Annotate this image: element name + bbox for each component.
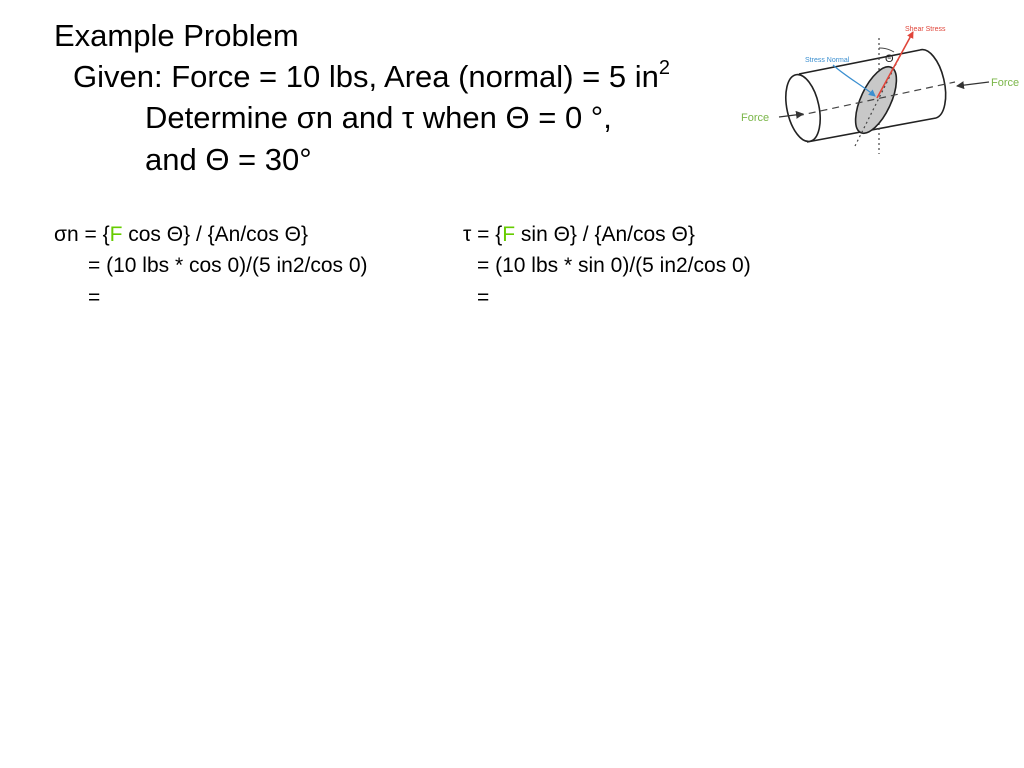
stress-normal-label: Stress Normal [805, 57, 850, 64]
shear-stress-prefix: τ = { [463, 223, 503, 246]
given-text: Given: Force = 10 lbs, Area (normal) = 5 in [73, 59, 659, 94]
shear-stress-formula [463, 222, 695, 248]
right-force-label: Force [991, 77, 1020, 89]
theta-arc [879, 48, 894, 52]
shear-stress-suffix: sin Θ} / {An/cos Θ} [515, 223, 695, 246]
left-force-label: Force [741, 112, 770, 124]
stress-normal-arrow [833, 65, 875, 96]
normal-stress-suffix: cos Θ} / {An/cos Θ} [122, 223, 309, 246]
shear-stress-substitution: = (10 lbs * sin 0)/(5 in2/cos 0) [477, 254, 751, 277]
normal-stress-result: = [88, 286, 101, 309]
normal-stress-formula [54, 222, 308, 248]
theta-label: Θ [885, 53, 894, 65]
area-unit-exponent: 2 [658, 57, 670, 79]
determine-line-2: and Θ = 30° [145, 142, 312, 177]
determine-line-1: Determine σn and τ when Θ = 0 °, [145, 100, 612, 135]
given-line [73, 59, 670, 95]
shear-stress-result: = [477, 286, 490, 309]
shear-stress-force-symbol: F [502, 223, 516, 246]
normal-stress-substitution: = (10 lbs * cos 0)/(5 in2/cos 0) [88, 254, 368, 277]
stress-diagram [735, 14, 1024, 164]
shear-stress-label: Shear Stress [905, 26, 946, 33]
inclined-plane [847, 61, 905, 139]
right-force-arrow [957, 82, 989, 86]
normal-stress-prefix: σn = { [54, 223, 110, 246]
cylinder-left-end [780, 71, 825, 144]
normal-stress-force-symbol: F [109, 223, 123, 246]
slide-title: Example Problem [54, 18, 299, 53]
cylinder-right-end [920, 50, 946, 118]
